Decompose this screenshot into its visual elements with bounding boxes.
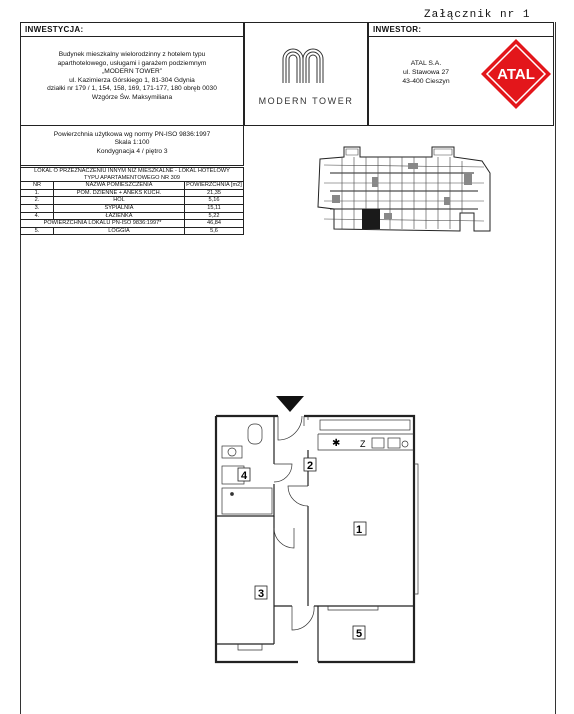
floor-key-plan <box>314 143 494 235</box>
header-nr: NR <box>21 182 54 190</box>
entrance-arrow-icon <box>276 396 304 412</box>
room-number: 4 <box>241 470 248 482</box>
investor-box <box>368 22 554 126</box>
atal-logo-icon <box>479 37 553 111</box>
table-row <box>21 189 244 197</box>
investor-line: ul. Stawowa 27 <box>402 69 450 76</box>
investment-details <box>21 51 243 103</box>
total-label: POWIERZCHNIA LOKALU PN-ISO 9836:1997* <box>21 220 185 228</box>
room-number-labels <box>238 458 366 640</box>
row-area: 5,22 <box>185 212 244 220</box>
stove-icon: ✱ <box>332 438 341 449</box>
table-row <box>21 204 244 212</box>
investment-title: INWESTYCJA: <box>25 25 84 34</box>
investment-line: działki nr 179 / 1, 154, 158, 169, 171-177, 180 obręb 0030 <box>47 85 217 93</box>
room-number: 2 <box>307 460 314 472</box>
row-name: ŁAZIENKA <box>54 212 185 220</box>
room-number: 1 <box>356 524 363 536</box>
row-nr: 4. <box>21 212 54 220</box>
room-number: 5 <box>356 628 363 640</box>
table-row <box>21 227 244 235</box>
investment-line: aparthotelowego, usługami i garażem podziemnym <box>57 59 207 67</box>
table-title <box>21 168 244 182</box>
row-nr: 3. <box>21 204 54 212</box>
investment-line: „MODERN TOWER” <box>102 68 162 76</box>
apartment-floor-plan <box>208 394 428 664</box>
row-nr: 5. <box>21 227 54 235</box>
logo-text: MODERN TOWER <box>258 96 354 106</box>
row-nr: 1. <box>21 189 54 197</box>
room-number: 3 <box>258 588 265 600</box>
table-row <box>21 212 244 220</box>
total-row <box>21 220 244 228</box>
row-name: LOGGIA <box>54 227 185 235</box>
surface-line: Powierzchnia użytkowa wg normy PN-ISO 9836:1997 <box>53 131 211 138</box>
rooms-table <box>20 167 244 235</box>
investor-details <box>391 59 461 86</box>
row-name: HOL <box>54 197 185 205</box>
modern-tower-logo-icon <box>279 43 335 85</box>
table-row <box>21 197 244 205</box>
logo-box <box>244 22 368 126</box>
row-area: 5,16 <box>185 197 244 205</box>
row-area: 15,11 <box>185 204 244 212</box>
total-value: 46,84 <box>185 220 244 228</box>
investment-line: Wzgórze Św. Maksymiliana <box>91 93 173 101</box>
header-area: POWIERZCHNIA [m2] <box>186 182 242 189</box>
row-area: 5,6 <box>185 227 244 235</box>
atal-logo-text: ATAL <box>497 66 535 83</box>
row-name: SYPIALNIA <box>54 204 185 212</box>
row-name: POM. DZIENNE + ANEKS KUCH. <box>54 189 185 197</box>
annex-label: Załącznik nr 1 <box>424 9 531 21</box>
surface-info <box>20 126 244 166</box>
scale-line: Skala 1:100 <box>114 139 150 147</box>
header-name: NAZWA POMIESZCZENIA <box>54 182 185 190</box>
apartment-highlight <box>362 209 380 229</box>
fridge-label: Z <box>360 439 366 449</box>
row-area: 21,35 <box>185 189 244 197</box>
investor-line: ATAL S.A. <box>410 60 442 67</box>
table-title-line: TYPU APARTAMENTOWEGO NR 309 <box>84 174 180 181</box>
investor-line: 43-400 Cieszyn <box>402 78 450 85</box>
investor-title: INWESTOR: <box>373 25 422 34</box>
row-nr: 2. <box>21 197 54 205</box>
table-title-line: LOKAL O PRZEZNACZENIU INNYM NIŻ MIESZKALNE - LOKAL HOTELOWY <box>34 168 230 174</box>
investment-line: ul. Kazimierza Górskiego 1, 81-304 Gdynia <box>69 76 195 84</box>
divider <box>21 36 243 37</box>
floor-line: Kondygnacja 4 / piętro 3 <box>96 147 168 155</box>
investment-box <box>20 22 244 126</box>
investment-line: Budynek mieszkalny wielorodzinny z hotelem typu <box>58 51 206 58</box>
